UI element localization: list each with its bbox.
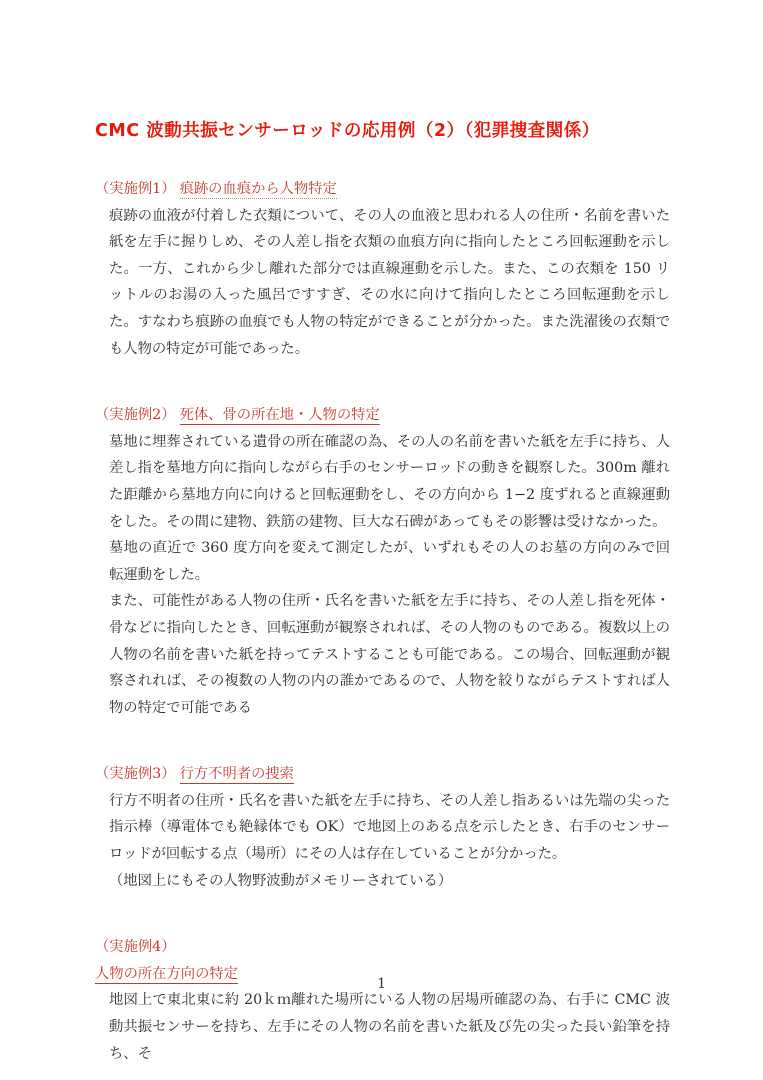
section-title: 死体、骨の所在地・人物の特定 — [179, 407, 380, 424]
section-label: （実施例4） — [95, 939, 176, 956]
page-number: 1 — [377, 976, 386, 992]
section-example-2 — [95, 402, 670, 721]
section-label: （実施例1） — [95, 181, 176, 197]
document-title: CMC 波動共振センサーロッドの応用例（2）（犯罪捜査関係） — [95, 121, 600, 141]
section-example-1 — [95, 176, 670, 362]
section-title: 行方不明者の捜索 — [179, 766, 294, 783]
paragraph: 痕跡の血液が付着した衣類について、その人の血液と思われる人の住所・名前を書いた紙を左手に握りしめ、その人差し指を衣類の血痕方向に指向したところ回転運動を示した。一方、これから少し離れた部分では直線運動を示した。また、この衣類を 150 リットルのお湯の入った風呂ですすぎ、その水に向けて指向したところ回転運動を示した。すなわち痕跡の血痕でも人物の特定ができることが分かった。また洗濯後の衣類でも人物の特定が可能であった。 — [109, 207, 670, 357]
section-heading — [95, 761, 670, 788]
paragraph: 行方不明者の住所・氏名を書いた紙を左手に持ち、その人差し指あるいは先端の尖った指示棒（導電体でも絶縁体でも OK）で地図上のある点を示したとき、右手のセンサーロッドが回転する点（場所）にその人は存在していることが分かった。 — [109, 792, 670, 863]
section-heading — [95, 402, 670, 429]
section-heading — [95, 176, 670, 203]
paragraph: 墓地に埋葬されている遺骨の所在確認の為、その人の名前を書いた紙を左手に持ち、人差し指を墓地方向に指向しながら右手のセンサーロッドの動きを観察した。300m 離れた距離から墓地方向に向けると回転運動をし、その方向から 1−2 度ずれると直線運動をした。その間に建物、鉄筋の建物、巨大な石碑があってもその影響は受けなかった。 — [109, 433, 670, 530]
paragraph: 地図上で東北東に約 20ｋｍ離れた場所にいる人物の居場所確認の為、右手に CMC 波動共振センサーを持ち、左手にその人物の名前を書いた紙及び先の尖った長い鉛筆を持ち、そ — [109, 992, 670, 1062]
section-heading — [95, 934, 670, 961]
paragraph: また、可能性がある人物の住所・氏名を書いた紙を左手に持ち、その人差し指を死体・骨などに指向したとき、回転運動が観察されれば、その人物のものである。複数以上の人物の名前を書いた紙を持ってテストすることも可能である。この場合、回転運動が観察されれば、その複数の人物の内の誰かであるので、人物を絞りながらテストすれば人物の特定で可能である — [109, 593, 670, 716]
section-label: （実施例2） — [95, 407, 176, 424]
section-example-3 — [95, 761, 670, 894]
paragraph: 墓地の直近で 360 度方向を変えて測定したが、いずれもその人のお墓の方向のみで回転運動をした。 — [109, 540, 670, 583]
section-label: （実施例3） — [95, 766, 176, 783]
section-example-4 — [95, 934, 670, 1067]
section-title: 人物の所在方向の特定 — [95, 965, 238, 982]
paragraph: （地図上にもその人物野波動がメモリーされている） — [109, 872, 453, 889]
section-title: 痕跡の血痕から人物特定 — [179, 181, 337, 197]
